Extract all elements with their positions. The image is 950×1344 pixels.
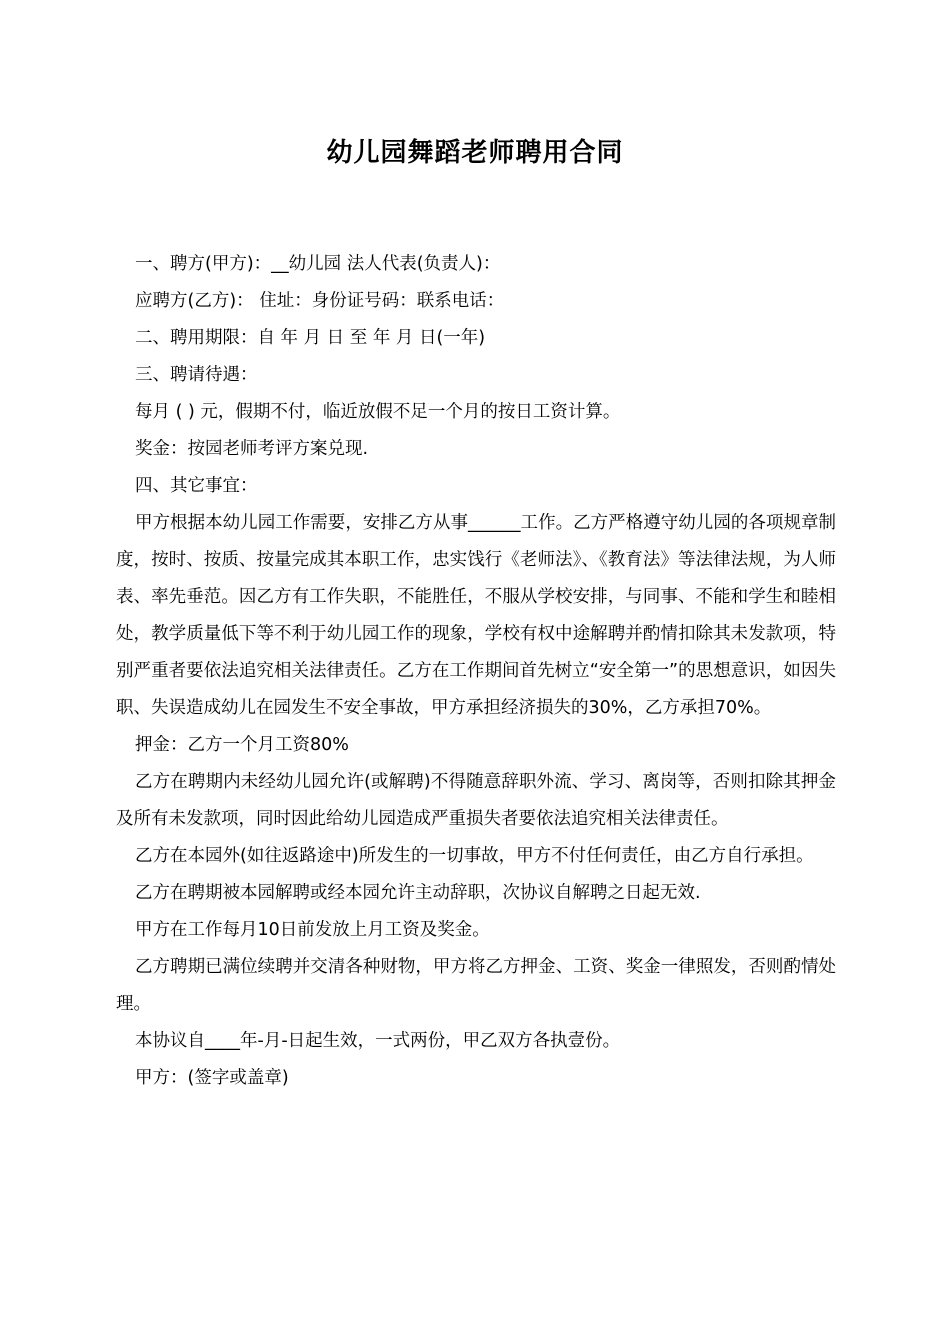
paragraph-termination: 乙方在聘期被本园解聘或经本园允许主动辞职，次协议自解聘之日起无效. [135,883,701,903]
document-title: 幼儿园舞蹈老师聘用合同 [326,138,624,168]
paragraph-employer: 一、聘方(甲方)：__幼儿园 法人代表(负责人)： [135,254,501,274]
paragraph-term: 二、聘用期限：自 年 月 日 至 年 月 日(一年) [135,328,486,348]
paragraph-salary: 每月 ( ) 元，假期不付，临近放假不足一个月的按日工资计算。 [135,402,621,422]
paragraph-deposit: 押金：乙方一个月工资80% [135,735,349,755]
paragraph-treatment-heading: 三、聘请待遇： [135,365,258,385]
paragraph-bonus: 奖金：按园老师考评方案兑现. [135,439,369,459]
paragraph-duties: 甲方根据本幼儿园工作需要，安排乙方从事______工作。乙方严格遵守幼儿园的各项规章制度，按时、按质、按量完成其本职工作，忠实饯行《老师法》、《教育法》等法律法规，为人师表、率先垂范。因乙方有工作失职，不能胜任，不服从学校安排，与同事、不能和学生和睦相处，教学质量低下等不利于幼儿园工作的现象，学校有权中途解聘并酌情扣除其未发款项，特别严重者要依法追究相关法律责任。乙方在工作期间首先树立“安全第一”的思想意识，如因失职、失误造成幼儿在园发生不安全事故，甲方承担经济损失的30%，乙方承担70%。 [116,513,836,718]
paragraph-renewal: 乙方聘期已满位续聘并交清各种财物，甲方将乙方押金、工资、奖金一律照发，否则酌情处理。 [116,957,836,1014]
paragraph-liability: 乙方在本园外(如往返路途中)所发生的一切事故，甲方不付任何责任，由乙方自行承担。 [135,846,814,866]
document-body [116,246,836,1097]
paragraph-resignation: 乙方在聘期内未经幼儿园允许(或解聘)不得随意辞职外流、学习、离岗等，否则扣除其押金及所有未发款项，同时因此给幼儿园造成严重损失者要依法追究相关法律责任。 [116,772,836,829]
paragraph-signature: 甲方：(签字或盖章) [135,1068,289,1088]
paragraph-effective: 本协议自____年-月-日起生效，一式两份，甲乙双方各执壹份。 [135,1031,621,1051]
paragraph-payday: 甲方在工作每月10日前发放上月工资及奖金。 [135,920,490,940]
paragraph-other-heading: 四、其它事宜： [135,476,258,496]
paragraph-employee: 应聘方(乙方)： 住址：身份证号码：联系电话： [135,291,505,311]
